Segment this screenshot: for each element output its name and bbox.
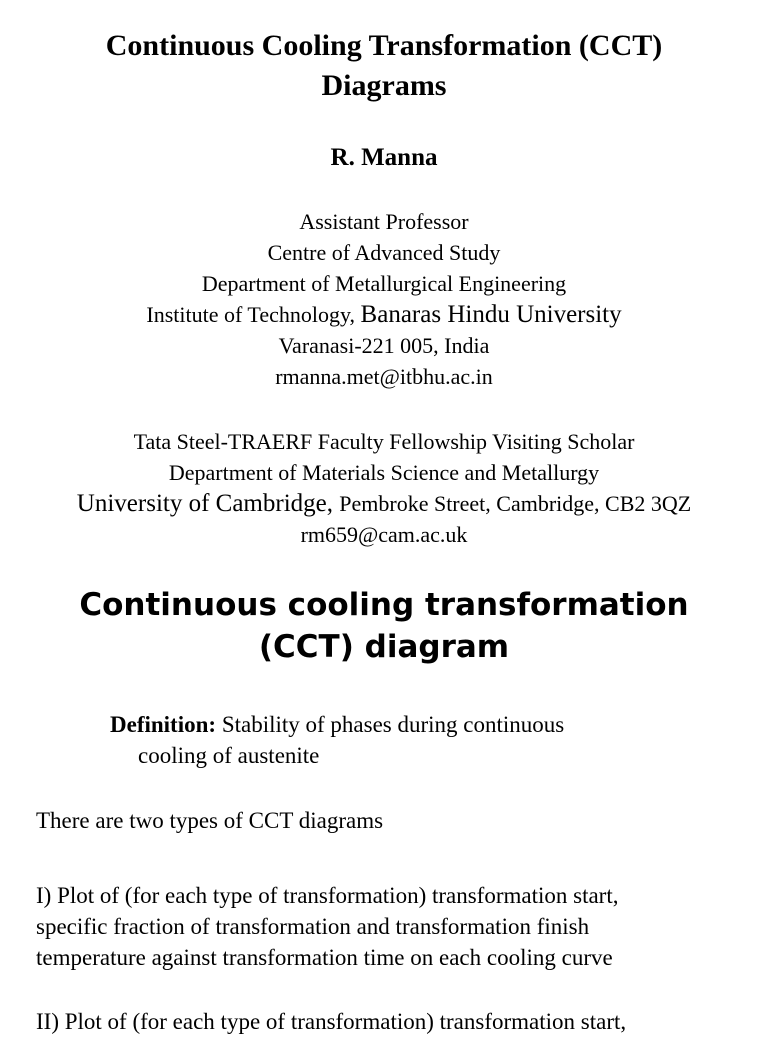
email-address: rmanna.met@itbhu.ac.in — [275, 364, 493, 389]
document-title — [20, 26, 748, 106]
university-name: University of Cambridge, — [76, 490, 340, 517]
fellowship-title: Tata Steel-TRAERF Faculty Fellowship Visiting Scholar — [133, 429, 635, 454]
affiliation-block-cambridge — [0, 426, 768, 550]
definition-line-1 — [110, 709, 710, 740]
centre-name: Centre of Advanced Study — [267, 240, 501, 265]
type-one-line-2: specific fraction of transformation and transformation finish — [36, 914, 590, 939]
type-one-paragraph — [36, 880, 756, 973]
types-intro-paragraph: There are two types of CCT diagrams — [36, 808, 384, 833]
affiliation-block-bhu — [0, 206, 768, 392]
institute-prefix: Institute of Technology, — [146, 302, 361, 327]
section-heading-line-2: (CCT) diagram — [258, 629, 510, 665]
definition-label: Definition: — [110, 712, 217, 737]
institute-line — [0, 299, 768, 330]
type-one-line-1: I) Plot of (for each type of transformation) transformation start, — [36, 883, 619, 908]
section-heading — [10, 584, 758, 668]
title-line-2: Diagrams — [321, 69, 447, 102]
type-one-line-3: temperature against transformation time on each cooling curve — [36, 945, 613, 970]
position-title: Assistant Professor — [299, 209, 469, 234]
department-name: Department of Metallurgical Engineering — [201, 271, 567, 296]
type-two-line-1: II) Plot of (for each type of transformation) transformation start, — [36, 1009, 627, 1034]
definition-paragraph — [110, 709, 710, 771]
university-address-line — [0, 488, 768, 519]
street-address: Pembroke Street, Cambridge, CB2 3QZ — [339, 491, 692, 516]
university-name: Banaras Hindu University — [360, 301, 622, 328]
email-address: rm659@cam.ac.uk — [300, 522, 468, 547]
city-address: Varanasi-221 005, India — [278, 333, 490, 358]
definition-line-2: cooling of austenite — [138, 743, 320, 768]
type-two-paragraph — [36, 1006, 768, 1037]
definition-text: Stability of phases during continuous — [216, 712, 565, 737]
section-heading-line-1: Continuous cooling transformation — [79, 587, 689, 623]
title-line-1: Continuous Cooling Transformation (CCT) — [105, 29, 663, 62]
author-name: R. Manna — [330, 144, 438, 171]
department-name: Department of Materials Science and Metallurgy — [168, 460, 600, 485]
